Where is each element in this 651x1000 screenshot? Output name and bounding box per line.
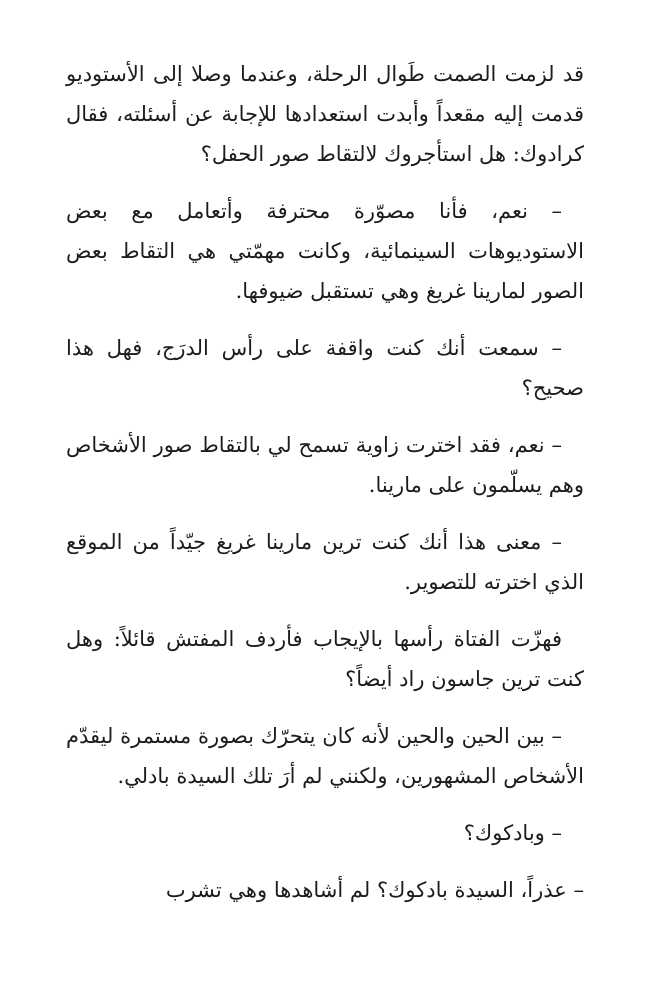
paragraph-1: قد لزمت الصمت طَوال الرحلة، وعندما وصلا إلى الأستوديو قدمت إليه مقعداً وأبدت استعدادها للإجابة عن أسئلته، فقال كرادوك: هل استأجروك لالتقاط صور الحفل؟ — [66, 62, 584, 166]
paragraph-3: – سمعت أنك كنت واقفة على رأس الدرَج، فهل هذا صحيح؟ — [66, 336, 584, 400]
paragraph-6: فهزّت الفتاة رأسها بالإيجاب فأردف المفتش قائلاً: وهل كنت ترين جاسون راد أيضاً؟ — [66, 627, 584, 691]
paragraph-7: – بين الحين والحين لأنه كان يتحرّك بصورة مستمرة ليقدّم الأشخاص المشهورين، ولكنني لم أرَ تلك السيدة بادلي. — [66, 724, 584, 788]
book-page — [66, 54, 584, 927]
paragraph-4: – نعم، فقد اخترت زاوية تسمح لي بالتقاط صور الأشخاص وهم يسلّمون على مارينا. — [66, 433, 584, 497]
paragraph-8: – وبادكوك؟ — [463, 821, 562, 845]
paragraph-9: – عذراً، السيدة بادكوك؟ لم أشاهدها وهي تشرب — [165, 878, 584, 902]
paragraph-5: – معنى هذا أنك كنت ترين مارينا غريغ جيّداً من الموقع الذي اخترته للتصوير. — [66, 530, 584, 594]
paragraph-2: – نعم، فأنا مصوّرة محترفة وأتعامل مع بعض الاستوديوهات السينمائية، وكانت مهمّتي هي التقاط بعض الصور لمارينا غريغ وهي تستقبل ضيوفها. — [66, 199, 584, 303]
